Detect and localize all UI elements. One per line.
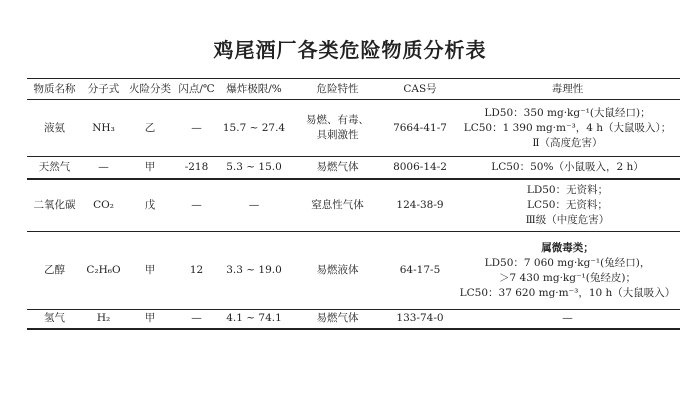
fire-class-cell: 甲 xyxy=(144,312,156,325)
explosion-limit-cell: 15.7 ~ 27.4 xyxy=(222,121,286,134)
hazard-cell xyxy=(290,232,385,310)
fire-class-cell: 甲 xyxy=(144,160,156,173)
toxicity-cell xyxy=(455,310,680,329)
toxicity-cell xyxy=(455,100,680,157)
toxicity-line: Ⅲ级（中度危害） xyxy=(525,213,610,226)
header-hazard: 危险特性 xyxy=(316,82,359,95)
flash-point-cell: -218 xyxy=(184,160,209,173)
substance-name-cell: 二氧化碳 xyxy=(33,198,76,211)
hazard-line: 具刺激性 xyxy=(316,129,359,141)
toxicity-line: LD50：无资料； xyxy=(526,183,609,196)
toxicity-line: LD50：350 mg·kg⁻¹(大鼠经口)； xyxy=(484,106,651,119)
toxicity-cell xyxy=(455,179,680,232)
hazard-line: 易燃气体 xyxy=(316,312,359,325)
hazard-line: 窒息性气体 xyxy=(311,198,364,211)
table-row xyxy=(27,232,680,310)
hazard-cell xyxy=(290,310,385,329)
hazard-line: 易燃气体 xyxy=(316,160,359,173)
toxicity-line: Ⅱ（高度危害） xyxy=(532,136,603,149)
toxicity-line: LC50：50%（小鼠吸入，2 h） xyxy=(491,160,644,173)
substance-name-cell: 乙醇 xyxy=(44,264,65,276)
hazard-line: 易燃、有毒、 xyxy=(306,114,369,126)
header-toxicity: 毒理性 xyxy=(551,82,584,95)
explosion-limit-cell: 5.3 ~ 15.0 xyxy=(226,160,282,173)
explosion-limit-cell: 3.3 ~ 19.0 xyxy=(226,264,282,276)
toxicity-line: LC50：37 620 mg·m⁻³，10 h（大鼠吸入） xyxy=(459,286,676,299)
table-row xyxy=(27,310,680,329)
header-name: 物质名称 xyxy=(33,82,76,95)
formula-cell: — xyxy=(98,160,109,173)
flash-point-cell: — xyxy=(191,121,202,134)
substance-name-cell: 液氨 xyxy=(44,121,65,134)
table-row xyxy=(27,157,680,179)
cas-number-cell: 64-17-5 xyxy=(399,264,441,276)
toxicity-cell xyxy=(455,157,680,179)
toxicity-line: LD50：7 060 mg·kg⁻¹(兔经口)， xyxy=(484,256,651,269)
toxicity-line: LC50：无资料； xyxy=(527,198,608,211)
hazard-table xyxy=(27,78,680,330)
flash-point-cell: — xyxy=(191,198,202,211)
header-explosion-limit: 爆炸极限/% xyxy=(226,82,282,95)
cas-number-cell: 7664-41-7 xyxy=(393,121,447,134)
flash-point-cell: — xyxy=(191,312,202,325)
formula-cell: CO₂ xyxy=(93,198,114,211)
header-flash-point: 闪点/℃ xyxy=(178,82,215,95)
hazard-line: 易燃液体 xyxy=(316,264,359,276)
toxicity-line: ＞7 430 mg·kg⁻¹(兔经皮)； xyxy=(499,271,636,284)
explosion-limit-cell: 4.1 ~ 74.1 xyxy=(226,312,282,325)
header-cas: CAS号 xyxy=(403,82,437,95)
cas-number-cell: 8006-14-2 xyxy=(393,160,447,173)
cas-number-cell: 124-38-9 xyxy=(396,198,444,211)
fire-class-cell: 戊 xyxy=(144,198,156,211)
formula-cell: H₂ xyxy=(96,312,111,325)
page-title: 鸡尾酒厂各类危险物质分析表 xyxy=(213,38,487,62)
table-row xyxy=(27,179,680,232)
table-row xyxy=(27,100,680,157)
flash-point-cell: 12 xyxy=(189,264,204,276)
substance-name-cell: 天然气 xyxy=(38,160,71,173)
fire-class-cell: 甲 xyxy=(144,264,156,276)
hazard-cell xyxy=(290,179,385,232)
hazard-cell xyxy=(290,100,385,157)
toxicity-line: — xyxy=(562,312,573,325)
toxicity-line: LC50：1 390 mg·m⁻³，4 h（大鼠吸入）； xyxy=(463,121,672,134)
formula-cell: C₂H₆O xyxy=(86,264,121,276)
substance-name-cell: 氢气 xyxy=(44,312,65,325)
header-formula: 分子式 xyxy=(87,82,120,95)
cas-number-cell: 133-74-0 xyxy=(396,312,444,325)
toxicity-cell xyxy=(455,232,680,310)
header-fire-class: 火险分类 xyxy=(129,82,171,95)
explosion-limit-cell: — xyxy=(248,198,260,211)
fire-class-cell: 乙 xyxy=(144,121,156,134)
header-row xyxy=(27,79,680,100)
formula-cell: NH₃ xyxy=(92,121,115,134)
hazard-cell xyxy=(290,157,385,179)
toxicity-line: 属微毒类； xyxy=(541,241,594,254)
